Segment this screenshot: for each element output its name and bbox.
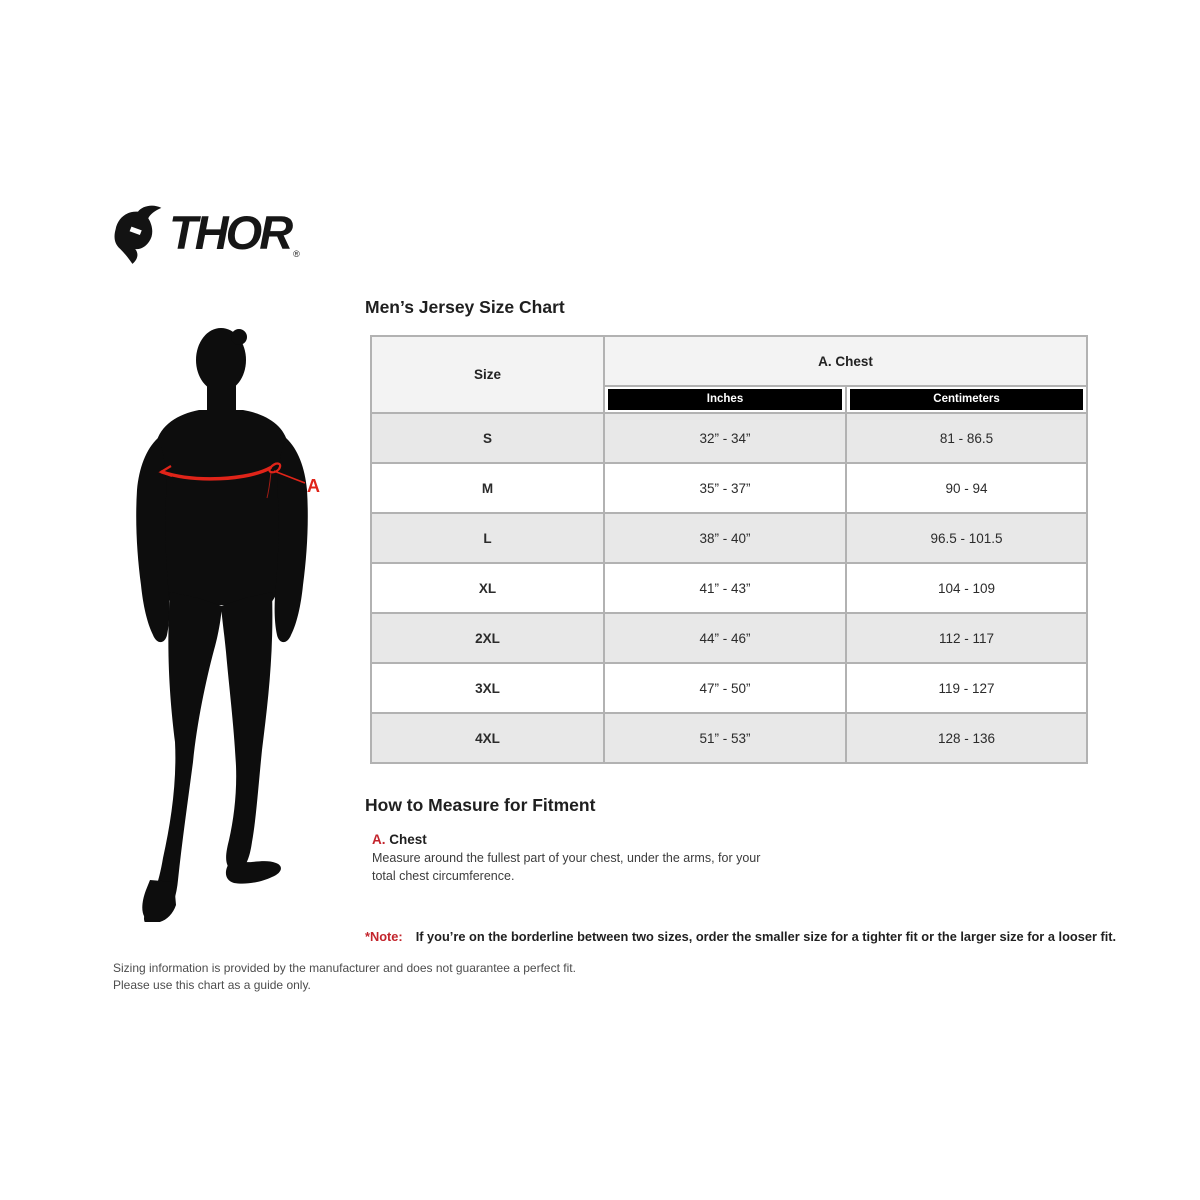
table-row — [371, 513, 1087, 563]
thor-logo-text: THOR — [169, 206, 291, 259]
centimeters-cell: 90 - 94 — [846, 463, 1087, 513]
centimeters-cell: 81 - 86.5 — [846, 413, 1087, 463]
body-silhouette — [100, 322, 360, 922]
size-cell: 3XL — [371, 663, 604, 713]
subheader-centimeters: Centimeters — [850, 389, 1083, 410]
measure-item-letter: A. — [372, 832, 386, 847]
inches-cell: 51” - 53” — [604, 713, 846, 763]
size-cell: 2XL — [371, 613, 604, 663]
size-cell: S — [371, 413, 604, 463]
measure-item-name: Chest — [389, 832, 427, 847]
centimeters-cell: 104 - 109 — [846, 563, 1087, 613]
table-header-row — [371, 336, 1087, 386]
inches-cell: 35” - 37” — [604, 463, 846, 513]
inches-cell: 38” - 40” — [604, 513, 846, 563]
table-row — [371, 613, 1087, 663]
note-text: If you’re on the borderline between two sizes, order the smaller size for a tighter fit or the larger size for a looser fit. — [415, 929, 1117, 944]
measure-heading: How to Measure for Fitment — [365, 795, 596, 815]
table-row — [371, 713, 1087, 763]
subheader-inches: Inches — [608, 389, 842, 410]
subheader-inches-cell — [604, 386, 846, 413]
size-table — [370, 335, 1088, 764]
table-row — [371, 413, 1087, 463]
centimeters-cell: 112 - 117 — [846, 613, 1087, 663]
measure-point-a-label: A — [307, 476, 320, 496]
silhouette-shapes — [136, 328, 308, 922]
subheader-centimeters-cell — [846, 386, 1087, 413]
size-cell: L — [371, 513, 604, 563]
inches-cell: 47” - 50” — [604, 663, 846, 713]
measure-desc-line1: Measure around the fullest part of your chest, under the arms, for your — [372, 851, 761, 865]
disclaimer — [113, 960, 576, 995]
header-size: Size — [371, 336, 604, 413]
note-label: *Note: — [365, 929, 403, 944]
thor-demon-head-icon — [110, 203, 166, 267]
measure-desc-line2: total chest circumference. — [372, 868, 515, 883]
size-cell: M — [371, 463, 604, 513]
disclaimer-line2: Please use this chart as a guide only. — [113, 978, 311, 993]
table-row — [371, 463, 1087, 513]
table-row — [371, 563, 1087, 613]
inches-cell: 32” - 34” — [604, 413, 846, 463]
registered-trademark: ® — [293, 249, 300, 259]
sizing-note — [365, 929, 1116, 944]
size-cell: 4XL — [371, 713, 604, 763]
centimeters-cell: 119 - 127 — [846, 663, 1087, 713]
header-chest: A. Chest — [604, 336, 1087, 386]
centimeters-cell: 96.5 - 101.5 — [846, 513, 1087, 563]
table-row — [371, 663, 1087, 713]
centimeters-cell: 128 - 136 — [846, 713, 1087, 763]
measure-item-chest — [372, 832, 427, 847]
inches-cell: 44” - 46” — [604, 613, 846, 663]
thor-logo — [110, 203, 300, 267]
size-cell: XL — [371, 563, 604, 613]
chart-title: Men’s Jersey Size Chart — [365, 297, 565, 317]
measure-item-description — [372, 850, 760, 885]
inches-cell: 41” - 43” — [604, 563, 846, 613]
disclaimer-line1: Sizing information is provided by the manufacturer and does not guarantee a perfect fit. — [113, 961, 576, 975]
